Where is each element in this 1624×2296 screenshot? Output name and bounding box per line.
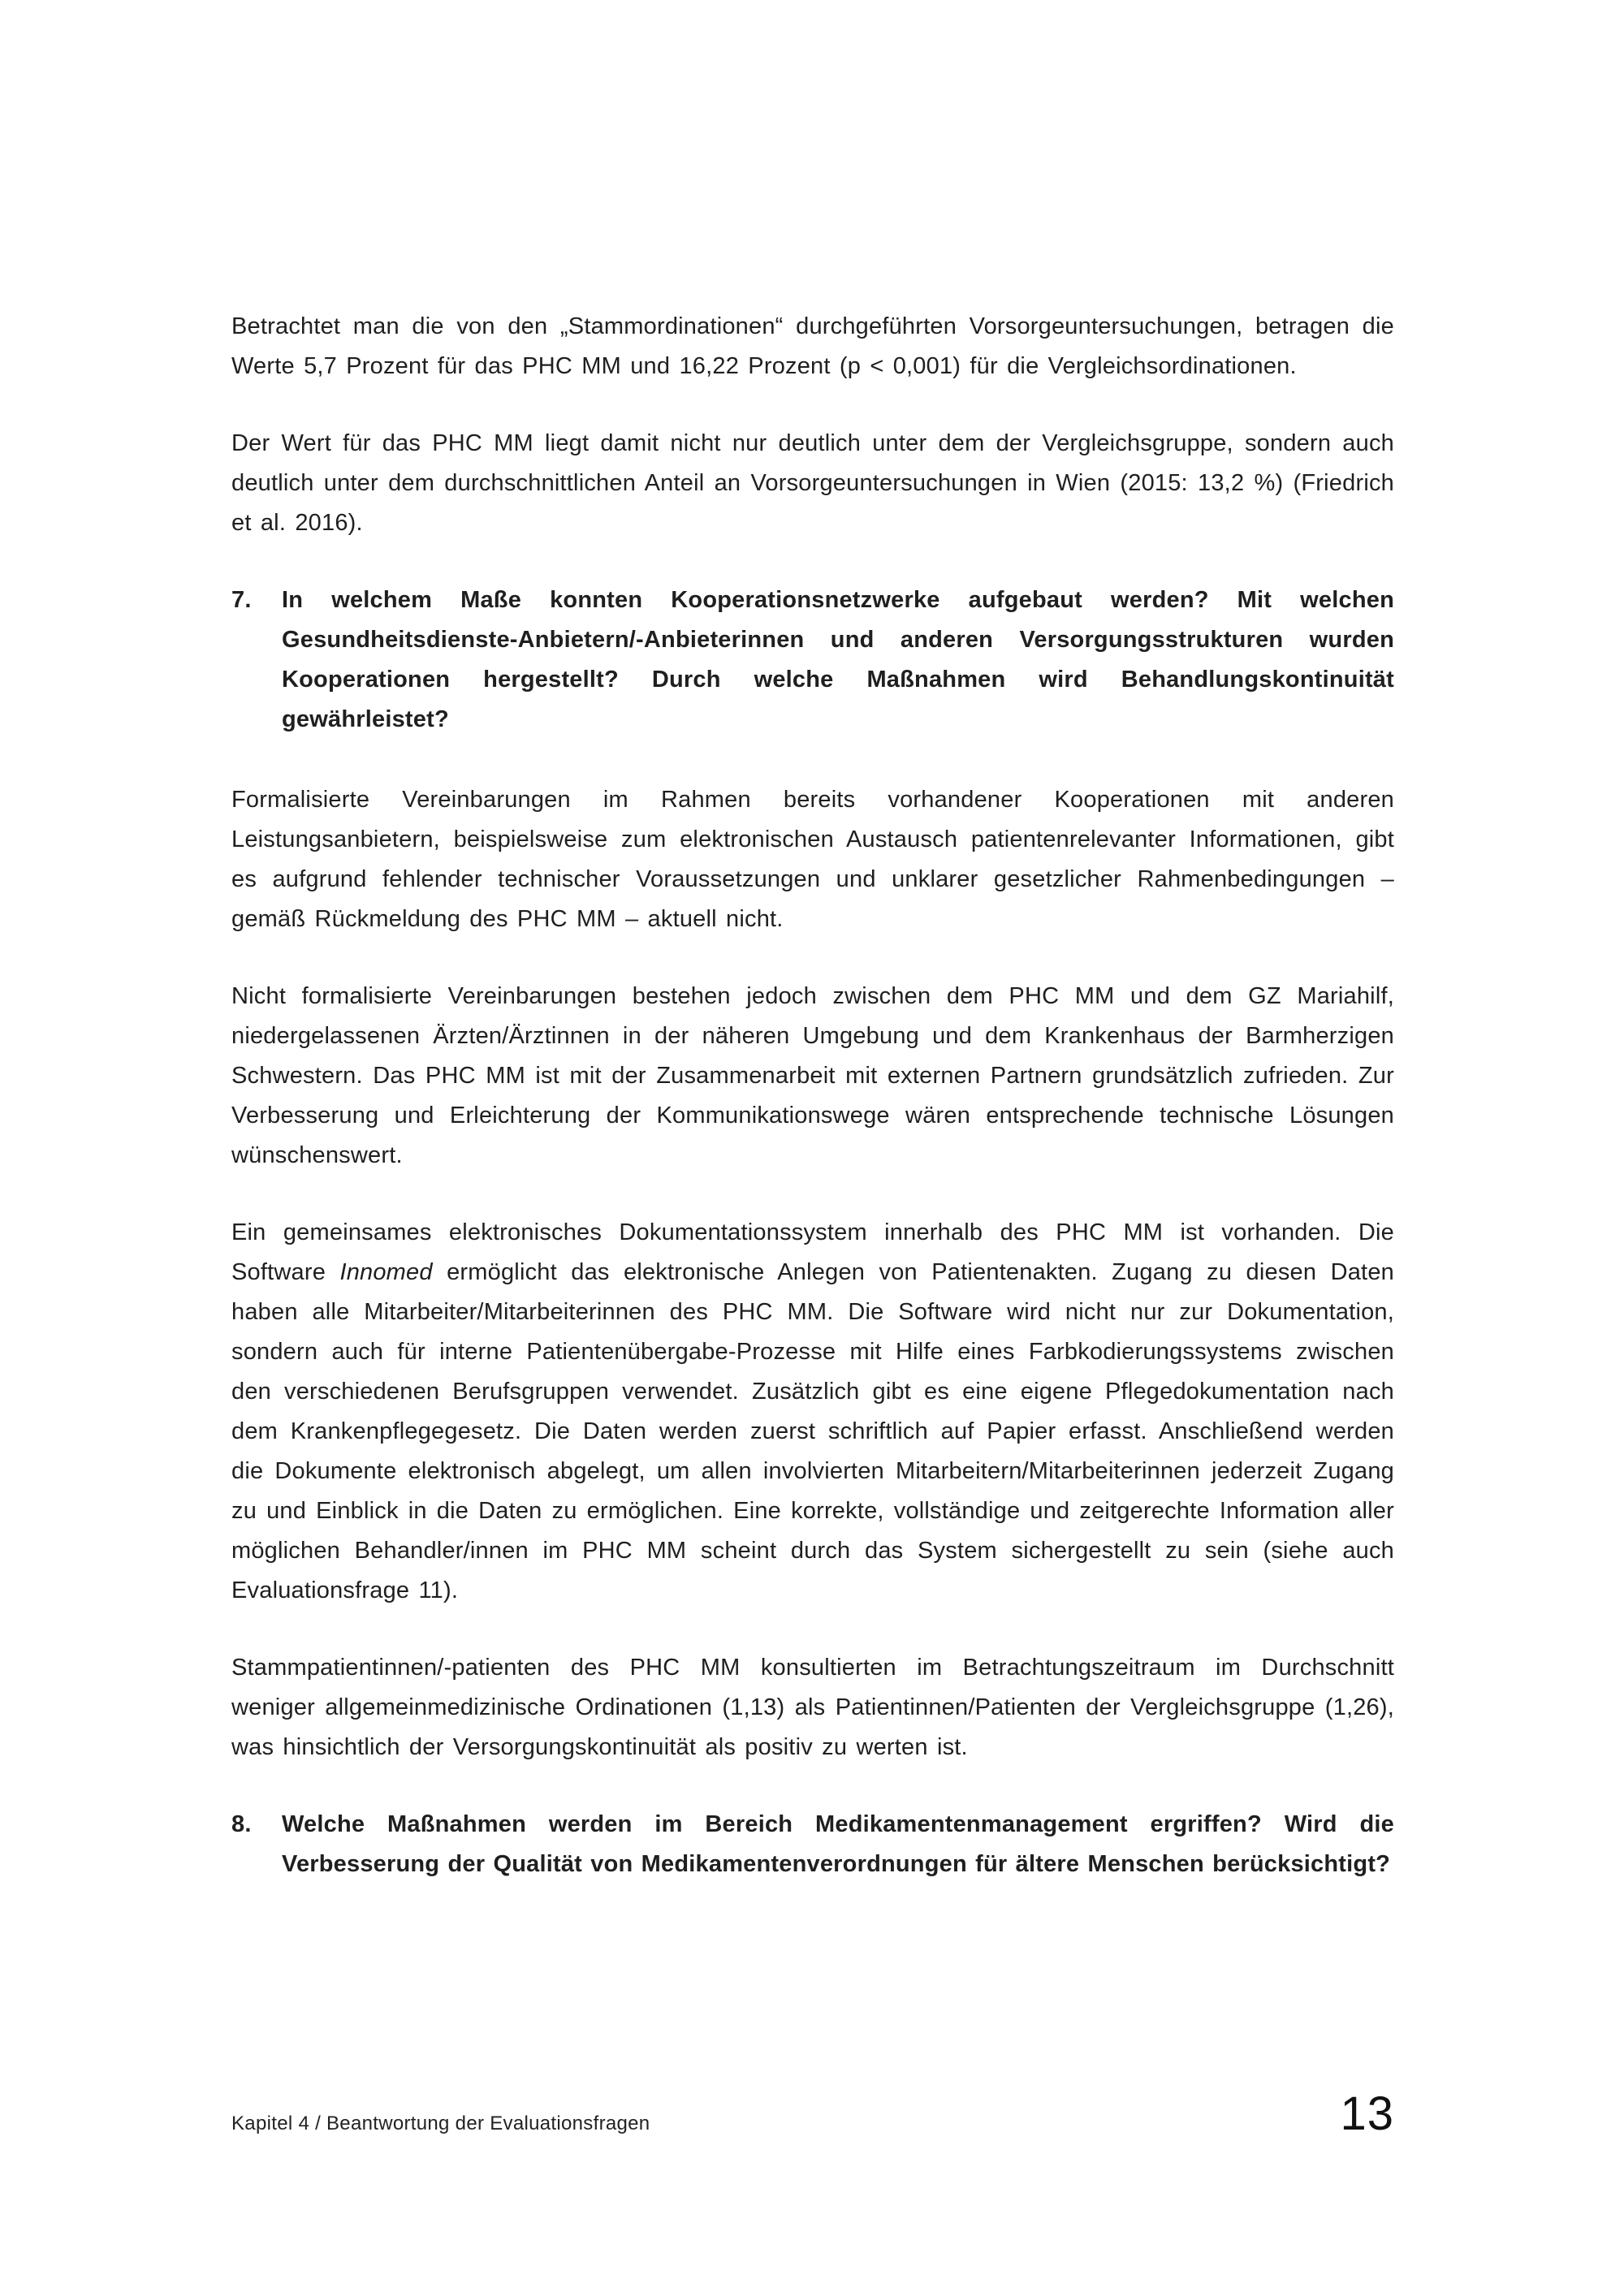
paragraph-vorsorge-werte: Betrachtet man die von den „Stammordinationen“ durchgeführten Vorsorgeuntersuchungen, betragen die Werte 5,7 Prozent für das PHC MM und 16,22 Prozent (p < 0,001) für die Vergleichsordinationen. <box>231 313 1394 379</box>
question-8-number: 8. <box>231 1811 252 1837</box>
paragraph-dokumentationssystem-before: Ein gemeinsames elektronisches Dokumentationssystem innerhalb des PHC MM ist vorhanden. Die Software <box>231 1219 1394 1285</box>
document-body <box>231 307 1394 1925</box>
question-8-text: Welche Maßnahmen werden im Bereich Medikamentenmanagement ergriffen? Wird die Verbesserung der Qualität von Medikamentenverordnungen für ältere Menschen berücksichtigt? <box>282 1811 1394 1877</box>
paragraph-formalisierte-vereinbarungen: Formalisierte Vereinbarungen im Rahmen bereits vorhandener Kooperationen mit anderen Leistungsanbietern, beispielsweise zum elektronischen Austausch patientenrelevanter Informationen, gibt es aufgrund fehlender technischer Voraussetzungen und unklarer gesetzlicher Rahmenbedingungen – gemäß Rückmeldung des PHC MM – aktuell nicht. <box>231 787 1394 932</box>
page-number: 13 <box>1340 2087 1394 2140</box>
paragraph-nicht-formalisierte-vereinbarungen: Nicht formalisierte Vereinbarungen bestehen jedoch zwischen dem PHC MM und dem GZ Mariahilf, niedergelassenen Ärzten/Ärztinnen in der näheren Umgebung und dem Krankenhaus der Barmherzigen Schwestern. Das PHC MM ist mit der Zusammenarbeit mit externen Partnern grundsätzlich zufrieden. Zur Verbesserung und Erleichterung der Kommunikationswege wären entsprechende technische Lösungen wünschenswert. <box>231 983 1394 1168</box>
page-footer <box>231 2087 1394 2141</box>
software-name-innomed: Innomed <box>339 1259 433 1285</box>
footer-chapter-label: Kapitel 4 / Beantwortung der Evaluationsfragen <box>231 2113 650 2134</box>
paragraph-dokumentationssystem-after: ermöglicht das elektronische Anlegen von Patientenakten. Zugang zu diesen Daten haben alle Mitarbeiter/Mitarbeiterinnen des PHC MM. Die Software wird nicht nur zur Dokumentation, sondern auch für interne Patientenübergabe-Prozesse mit Hilfe eines Farbkodierungssystems zwischen den verschiedenen Berufsgruppen verwendet. Zusätzlich gibt es eine eigene Pflegedokumentation nach dem Krankenpflegegesetz. Die Daten werden zuerst schriftlich auf Papier erfasst. Anschließend werden die Dokumente elektronisch abgelegt, um allen involvierten Mitarbeitern/Mitarbeiterinnen jederzeit Zugang zu und Einblick in die Daten zu ermöglichen. Eine korrekte, vollständige und zeitgerechte Information aller möglichen Behandler/innen im PHC MM scheint durch das System sichergestellt zu sein (siehe auch Evaluationsfrage 11). <box>231 1259 1394 1603</box>
question-7-text: In welchem Maße konnten Kooperationsnetzwerke aufgebaut werden? Mit welchen Gesundheitsdienste-Anbietern/-Anbieterinnen und anderen Versorgungsstrukturen wurden Kooperationen hergestellt? Durch welche Maßnahmen wird Behandlungskontinuität gewährleistet? <box>282 587 1394 732</box>
paragraph-stammpatienten-konsultationen: Stammpatientinnen/-patienten des PHC MM konsultierten im Betrachtungszeitraum im Durchschnitt weniger allgemeinmedizinische Ordinationen (1,13) als Patientinnen/Patienten der Vergleichsgruppe (1,26), was hinsichtlich der Versorgungskontinuität als positiv zu werten ist. <box>231 1655 1394 1760</box>
question-8 <box>231 1805 1394 1884</box>
question-7 <box>231 580 1394 740</box>
paragraph-dokumentationssystem <box>231 1213 1394 1611</box>
paragraph-wert-vergleich: Der Wert für das PHC MM liegt damit nicht nur deutlich unter dem der Vergleichsgruppe, sondern auch deutlich unter dem durchschnittlichen Anteil an Vorsorgeuntersuchungen in Wien (2015: 13,2 %) (Friedrich et al. 2016). <box>231 430 1394 536</box>
question-7-number: 7. <box>231 587 252 613</box>
